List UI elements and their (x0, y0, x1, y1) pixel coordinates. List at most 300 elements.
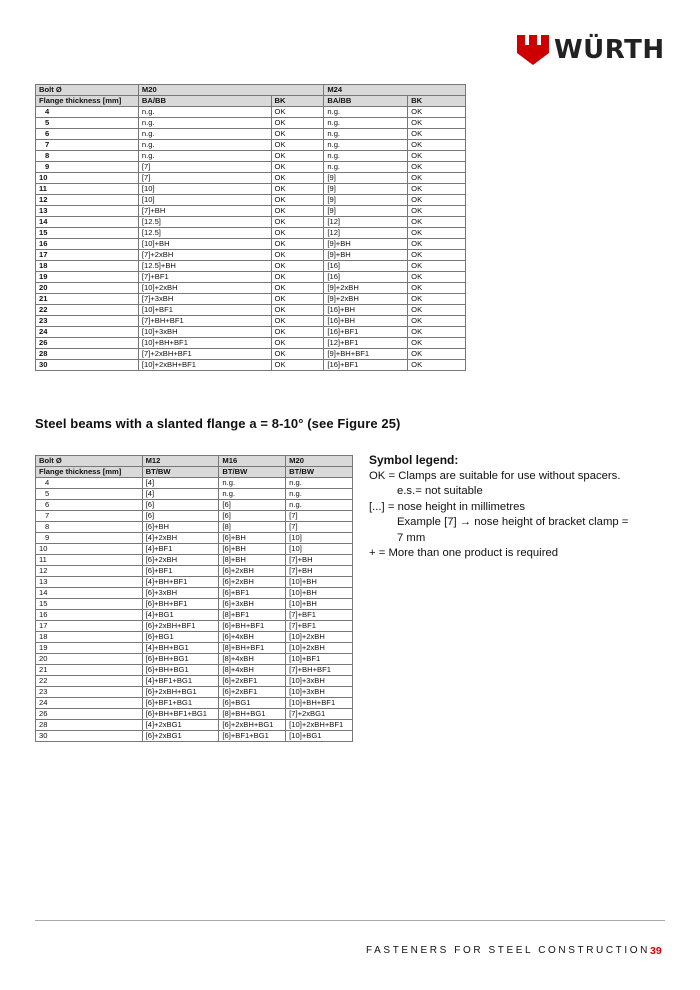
flange-thickness-cell: 11 (36, 555, 143, 566)
value-cell: OK (408, 316, 466, 327)
table-row (36, 173, 466, 184)
table-row (36, 489, 353, 500)
flange-thickness-cell: 5 (36, 489, 143, 500)
value-cell: [6]+2xBH+BF1 (142, 621, 219, 632)
legend-line: OK = Clamps are suitable for use without spacers. (369, 469, 621, 482)
legend-line: e.s.= not suitable (397, 485, 483, 497)
value-cell: OK (408, 283, 466, 294)
footer-divider (35, 920, 665, 921)
table-row (36, 129, 466, 140)
flange-thickness-cell: 28 (36, 349, 139, 360)
value-cell: [12]+BF1 (324, 338, 408, 349)
flange-thickness-cell: 4 (36, 107, 139, 118)
value-cell: [8]+4xBH (219, 654, 286, 665)
value-cell: OK (408, 107, 466, 118)
value-cell: [16]+BF1 (324, 360, 408, 371)
value-cell: [6]+4xBH (219, 632, 286, 643)
value-cell: OK (408, 162, 466, 173)
value-cell: [10]+2xBH+BF1 (138, 360, 271, 371)
sub-header: BA/BB (324, 96, 408, 107)
value-cell: [10]+BF1 (286, 654, 353, 665)
flange-thickness-cell: 14 (36, 588, 143, 599)
value-cell: [10]+3xBH (138, 327, 271, 338)
group-header: M20 (286, 456, 353, 467)
flange-thickness-cell: 16 (36, 239, 139, 250)
table-row (36, 140, 466, 151)
table2-body (36, 478, 353, 742)
value-cell: OK (271, 327, 324, 338)
group-header: M16 (219, 456, 286, 467)
table-row (36, 272, 466, 283)
flange-thickness-cell: 30 (36, 731, 143, 742)
sub-header: BK (408, 96, 466, 107)
flange-thickness-cell: 28 (36, 720, 143, 731)
flange-thickness-cell: 15 (36, 599, 143, 610)
value-cell: n.g. (286, 500, 353, 511)
value-cell: [6]+2xBH (219, 566, 286, 577)
value-cell: n.g. (324, 118, 408, 129)
value-cell: [6]+BF1+BG1 (219, 731, 286, 742)
value-cell: [8]+BF1 (219, 610, 286, 621)
flange-thickness-cell: 17 (36, 621, 143, 632)
value-cell: [4]+BH+BG1 (142, 643, 219, 654)
table1-group-row (36, 85, 466, 96)
value-cell: OK (271, 162, 324, 173)
flange-thickness-cell: 30 (36, 360, 139, 371)
table-row (36, 162, 466, 173)
value-cell: [7]+2xBH (138, 250, 271, 261)
value-cell: [10] (138, 184, 271, 195)
value-cell: OK (271, 261, 324, 272)
value-cell: OK (408, 129, 466, 140)
value-cell: OK (408, 272, 466, 283)
value-cell: OK (271, 316, 324, 327)
table-row (36, 687, 353, 698)
footer-title: FASTENERS FOR STEEL CONSTRUCTION (366, 945, 650, 956)
value-cell: [7]+BH (286, 555, 353, 566)
value-cell: [9] (324, 206, 408, 217)
table-row (36, 217, 466, 228)
value-cell: [6]+3xBH (142, 588, 219, 599)
value-cell: OK (271, 118, 324, 129)
value-cell: [6]+BH (142, 522, 219, 533)
table-row (36, 294, 466, 305)
flange-thickness-cell: 15 (36, 228, 139, 239)
table-row (36, 643, 353, 654)
value-cell: [6] (219, 511, 286, 522)
table-row (36, 338, 466, 349)
value-cell: [10] (138, 195, 271, 206)
table-row (36, 676, 353, 687)
value-cell: [6]+BF1 (219, 588, 286, 599)
wurth-logo-mark-icon (516, 33, 550, 67)
value-cell: n.g. (324, 162, 408, 173)
flange-thickness-cell: 24 (36, 327, 139, 338)
table-row (36, 555, 353, 566)
value-cell: n.g. (219, 478, 286, 489)
value-cell: OK (271, 206, 324, 217)
flange-thickness-cell: 24 (36, 698, 143, 709)
flange-thickness-cell: 18 (36, 261, 139, 272)
value-cell: [7] (286, 522, 353, 533)
value-cell: OK (271, 294, 324, 305)
value-cell: OK (408, 228, 466, 239)
value-cell: [4]+BF1+BG1 (142, 676, 219, 687)
table-row (36, 709, 353, 720)
value-cell: [6]+BH (219, 533, 286, 544)
legend-title: Symbol legend: (369, 453, 459, 467)
value-cell: [10]+BF1 (138, 305, 271, 316)
value-cell: [9]+BH+BF1 (324, 349, 408, 360)
value-cell: [10]+3xBH (286, 676, 353, 687)
group-header: M24 (324, 85, 466, 96)
value-cell: [6]+2xBG1 (142, 731, 219, 742)
value-cell: OK (271, 151, 324, 162)
flange-thickness-cell: 9 (36, 533, 143, 544)
value-cell: [6]+BH+BF1 (219, 621, 286, 632)
flange-thickness-cell: 20 (36, 283, 139, 294)
value-cell: [6] (219, 500, 286, 511)
table-row (36, 261, 466, 272)
sub-header: BA/BB (138, 96, 271, 107)
value-cell: [9]+BH (324, 250, 408, 261)
value-cell: [10]+BG1 (286, 731, 353, 742)
value-cell: [7]+2xBG1 (286, 709, 353, 720)
value-cell: [6]+2xBH+BG1 (219, 720, 286, 731)
flange-label: Flange thickness [mm] (36, 467, 143, 478)
bolt-label: Bolt Ø (36, 456, 143, 467)
value-cell: [8] (219, 522, 286, 533)
value-cell: OK (408, 250, 466, 261)
value-cell: OK (408, 294, 466, 305)
table-row (36, 654, 353, 665)
table-row (36, 250, 466, 261)
value-cell: n.g. (324, 140, 408, 151)
legend-line: [...] = nose height in millimetres (369, 500, 526, 513)
page-number: 39 (650, 945, 662, 957)
value-cell: [6]+2xBF1 (219, 687, 286, 698)
value-cell: [7] (286, 511, 353, 522)
flange-thickness-cell: 18 (36, 632, 143, 643)
value-cell: OK (271, 184, 324, 195)
value-cell: n.g. (286, 489, 353, 500)
value-cell: OK (408, 173, 466, 184)
sub-header: BT/BW (219, 467, 286, 478)
value-cell: OK (271, 283, 324, 294)
value-cell: OK (271, 228, 324, 239)
value-cell: [6]+BH+BG1 (142, 654, 219, 665)
flange-thickness-cell: 23 (36, 687, 143, 698)
value-cell: [6]+BH+BF1+BG1 (142, 709, 219, 720)
value-cell: n.g. (324, 107, 408, 118)
table-row (36, 698, 353, 709)
table2-sub-row (36, 467, 353, 478)
value-cell: n.g. (219, 489, 286, 500)
value-cell: [6]+3xBH (219, 599, 286, 610)
flange-thickness-cell: 11 (36, 184, 139, 195)
value-cell: OK (408, 239, 466, 250)
value-cell: [6]+BF1 (142, 566, 219, 577)
value-cell: [10] (286, 544, 353, 555)
table-row (36, 283, 466, 294)
value-cell: n.g. (324, 129, 408, 140)
value-cell: [10]+2xBH+BF1 (286, 720, 353, 731)
flange-thickness-cell: 7 (36, 511, 143, 522)
value-cell: [10]+BH (286, 599, 353, 610)
value-cell: [10]+BH+BF1 (138, 338, 271, 349)
value-cell: n.g. (138, 129, 271, 140)
table-row (36, 511, 353, 522)
value-cell: [12] (324, 217, 408, 228)
value-cell: [9] (324, 184, 408, 195)
value-cell: [8]+BH (219, 555, 286, 566)
value-cell: [10] (286, 533, 353, 544)
value-cell: OK (408, 360, 466, 371)
flange-thickness-cell: 6 (36, 129, 139, 140)
value-cell: OK (408, 184, 466, 195)
value-cell: OK (271, 360, 324, 371)
value-cell: [7]+BH (286, 566, 353, 577)
flange-thickness-cell: 19 (36, 272, 139, 283)
table-row (36, 327, 466, 338)
brand-name: WÜRTH (554, 35, 665, 65)
value-cell: n.g. (138, 151, 271, 162)
table-row (36, 544, 353, 555)
value-cell: OK (408, 140, 466, 151)
table-row (36, 195, 466, 206)
value-cell: [7]+BF1 (138, 272, 271, 283)
value-cell: [6]+BH+BF1 (142, 599, 219, 610)
value-cell: [7] (138, 173, 271, 184)
flange-thickness-cell: 9 (36, 162, 139, 173)
value-cell: [10]+BH+BF1 (286, 698, 353, 709)
value-cell: [9]+2xBH (324, 294, 408, 305)
value-cell: [6]+2xBF1 (219, 676, 286, 687)
table-row (36, 316, 466, 327)
value-cell: OK (271, 195, 324, 206)
value-cell: [6]+2xBH (142, 555, 219, 566)
value-cell: OK (408, 206, 466, 217)
value-cell: [4]+BG1 (142, 610, 219, 621)
flange-thickness-cell: 6 (36, 500, 143, 511)
legend-line: + = More than one product is required (369, 547, 559, 559)
value-cell: [6]+BH (219, 544, 286, 555)
value-cell: [10]+2xBH (286, 643, 353, 654)
value-cell: OK (271, 217, 324, 228)
flange-thickness-cell: 8 (36, 151, 139, 162)
value-cell: [16]+BH (324, 316, 408, 327)
value-cell: OK (271, 250, 324, 261)
table-slanted-flange (35, 455, 353, 742)
flange-thickness-cell: 20 (36, 654, 143, 665)
table-row (36, 500, 353, 511)
value-cell: [6]+BG1 (142, 632, 219, 643)
flange-thickness-cell: 14 (36, 217, 139, 228)
value-cell: OK (408, 327, 466, 338)
table-row (36, 599, 353, 610)
value-cell: [10]+BH (286, 577, 353, 588)
value-cell: [9]+2xBH (324, 283, 408, 294)
value-cell: [7]+BH+BF1 (286, 665, 353, 676)
wurth-logo (516, 33, 668, 69)
table-row (36, 206, 466, 217)
table-row (36, 107, 466, 118)
legend-line: Example [7] → nose height of bracket clamp = (397, 516, 629, 528)
flange-label: Flange thickness [mm] (36, 96, 139, 107)
table-row (36, 305, 466, 316)
value-cell: OK (408, 349, 466, 360)
value-cell: [7]+BH+BF1 (138, 316, 271, 327)
flange-thickness-cell: 13 (36, 577, 143, 588)
value-cell: OK (271, 305, 324, 316)
sub-header: BT/BW (286, 467, 353, 478)
value-cell: [7]+BF1 (286, 610, 353, 621)
value-cell: n.g. (138, 140, 271, 151)
value-cell: [6]+BG1 (219, 698, 286, 709)
legend-line: 7 mm (397, 531, 426, 544)
table-row (36, 588, 353, 599)
value-cell: OK (271, 129, 324, 140)
sub-header: BT/BW (142, 467, 219, 478)
table-row (36, 577, 353, 588)
table-row (36, 632, 353, 643)
flange-thickness-cell: 21 (36, 665, 143, 676)
value-cell: [16]+BH (324, 305, 408, 316)
value-cell: [7]+BF1 (286, 621, 353, 632)
value-cell: [10]+2xBH (286, 632, 353, 643)
value-cell: n.g. (324, 151, 408, 162)
table-row (36, 522, 353, 533)
value-cell: n.g. (286, 478, 353, 489)
value-cell: [12.5]+BH (138, 261, 271, 272)
value-cell: [9] (324, 173, 408, 184)
table1-body (36, 107, 466, 371)
value-cell: [10]+3xBH (286, 687, 353, 698)
table-row (36, 360, 466, 371)
table-row (36, 478, 353, 489)
table-row (36, 228, 466, 239)
value-cell: [7]+2xBH+BF1 (138, 349, 271, 360)
value-cell: [12.5] (138, 217, 271, 228)
value-cell: OK (271, 173, 324, 184)
value-cell: [4] (142, 478, 219, 489)
flange-thickness-cell: 22 (36, 305, 139, 316)
value-cell: [4]+2xBH (142, 533, 219, 544)
value-cell: [8]+BH+BF1 (219, 643, 286, 654)
value-cell: OK (271, 349, 324, 360)
value-cell: [4]+BH+BF1 (142, 577, 219, 588)
value-cell: [6]+2xBH+BG1 (142, 687, 219, 698)
value-cell: OK (408, 195, 466, 206)
table-row (36, 349, 466, 360)
flange-thickness-cell: 19 (36, 643, 143, 654)
group-header: M12 (142, 456, 219, 467)
value-cell: [9]+BH (324, 239, 408, 250)
value-cell: OK (408, 151, 466, 162)
flange-thickness-cell: 26 (36, 338, 139, 349)
value-cell: [6] (142, 511, 219, 522)
value-cell: [16] (324, 272, 408, 283)
table-row (36, 621, 353, 632)
value-cell: [6]+2xBH (219, 577, 286, 588)
flange-thickness-cell: 10 (36, 544, 143, 555)
value-cell: OK (408, 118, 466, 129)
group-header: M20 (138, 85, 323, 96)
table-row (36, 239, 466, 250)
value-cell: [4] (142, 489, 219, 500)
flange-thickness-cell: 17 (36, 250, 139, 261)
table2-group-row (36, 456, 353, 467)
flange-thickness-cell: 7 (36, 140, 139, 151)
value-cell: [16]+BF1 (324, 327, 408, 338)
flange-thickness-cell: 13 (36, 206, 139, 217)
value-cell: OK (408, 305, 466, 316)
table-row (36, 118, 466, 129)
value-cell: [4]+BF1 (142, 544, 219, 555)
value-cell: [6]+BF1+BG1 (142, 698, 219, 709)
table-row (36, 665, 353, 676)
flange-thickness-cell: 23 (36, 316, 139, 327)
flange-thickness-cell: 8 (36, 522, 143, 533)
value-cell: OK (271, 107, 324, 118)
value-cell: [9] (324, 195, 408, 206)
flange-thickness-cell: 26 (36, 709, 143, 720)
value-cell: [10]+2xBH (138, 283, 271, 294)
table-row (36, 151, 466, 162)
section-title: Steel beams with a slanted flange a = 8-10° (see Figure 25) (35, 416, 401, 431)
flange-thickness-cell: 12 (36, 195, 139, 206)
value-cell: OK (271, 272, 324, 283)
value-cell: [16] (324, 261, 408, 272)
bolt-label: Bolt Ø (36, 85, 139, 96)
value-cell: [12] (324, 228, 408, 239)
value-cell: OK (408, 261, 466, 272)
value-cell: [8]+4xBH (219, 665, 286, 676)
value-cell: [7] (138, 162, 271, 173)
flange-thickness-cell: 4 (36, 478, 143, 489)
value-cell: OK (408, 338, 466, 349)
value-cell: [7]+BH (138, 206, 271, 217)
value-cell: n.g. (138, 107, 271, 118)
value-cell: OK (408, 217, 466, 228)
value-cell: [7]+3xBH (138, 294, 271, 305)
value-cell: OK (271, 140, 324, 151)
flange-thickness-cell: 10 (36, 173, 139, 184)
table-row (36, 720, 353, 731)
table-row (36, 533, 353, 544)
value-cell: OK (271, 239, 324, 250)
table-row (36, 731, 353, 742)
flange-thickness-cell: 16 (36, 610, 143, 621)
flange-thickness-cell: 21 (36, 294, 139, 305)
table-row (36, 610, 353, 621)
value-cell: OK (271, 338, 324, 349)
table-row (36, 184, 466, 195)
table1-sub-row (36, 96, 466, 107)
table-row (36, 566, 353, 577)
flange-thickness-cell: 22 (36, 676, 143, 687)
value-cell: n.g. (138, 118, 271, 129)
table-straight-flange (35, 84, 466, 371)
value-cell: [6] (142, 500, 219, 511)
value-cell: [6]+BH+BG1 (142, 665, 219, 676)
flange-thickness-cell: 5 (36, 118, 139, 129)
value-cell: [10]+BH (138, 239, 271, 250)
value-cell: [10]+BH (286, 588, 353, 599)
flange-thickness-cell: 12 (36, 566, 143, 577)
symbol-legend (369, 453, 628, 562)
value-cell: [12.5] (138, 228, 271, 239)
